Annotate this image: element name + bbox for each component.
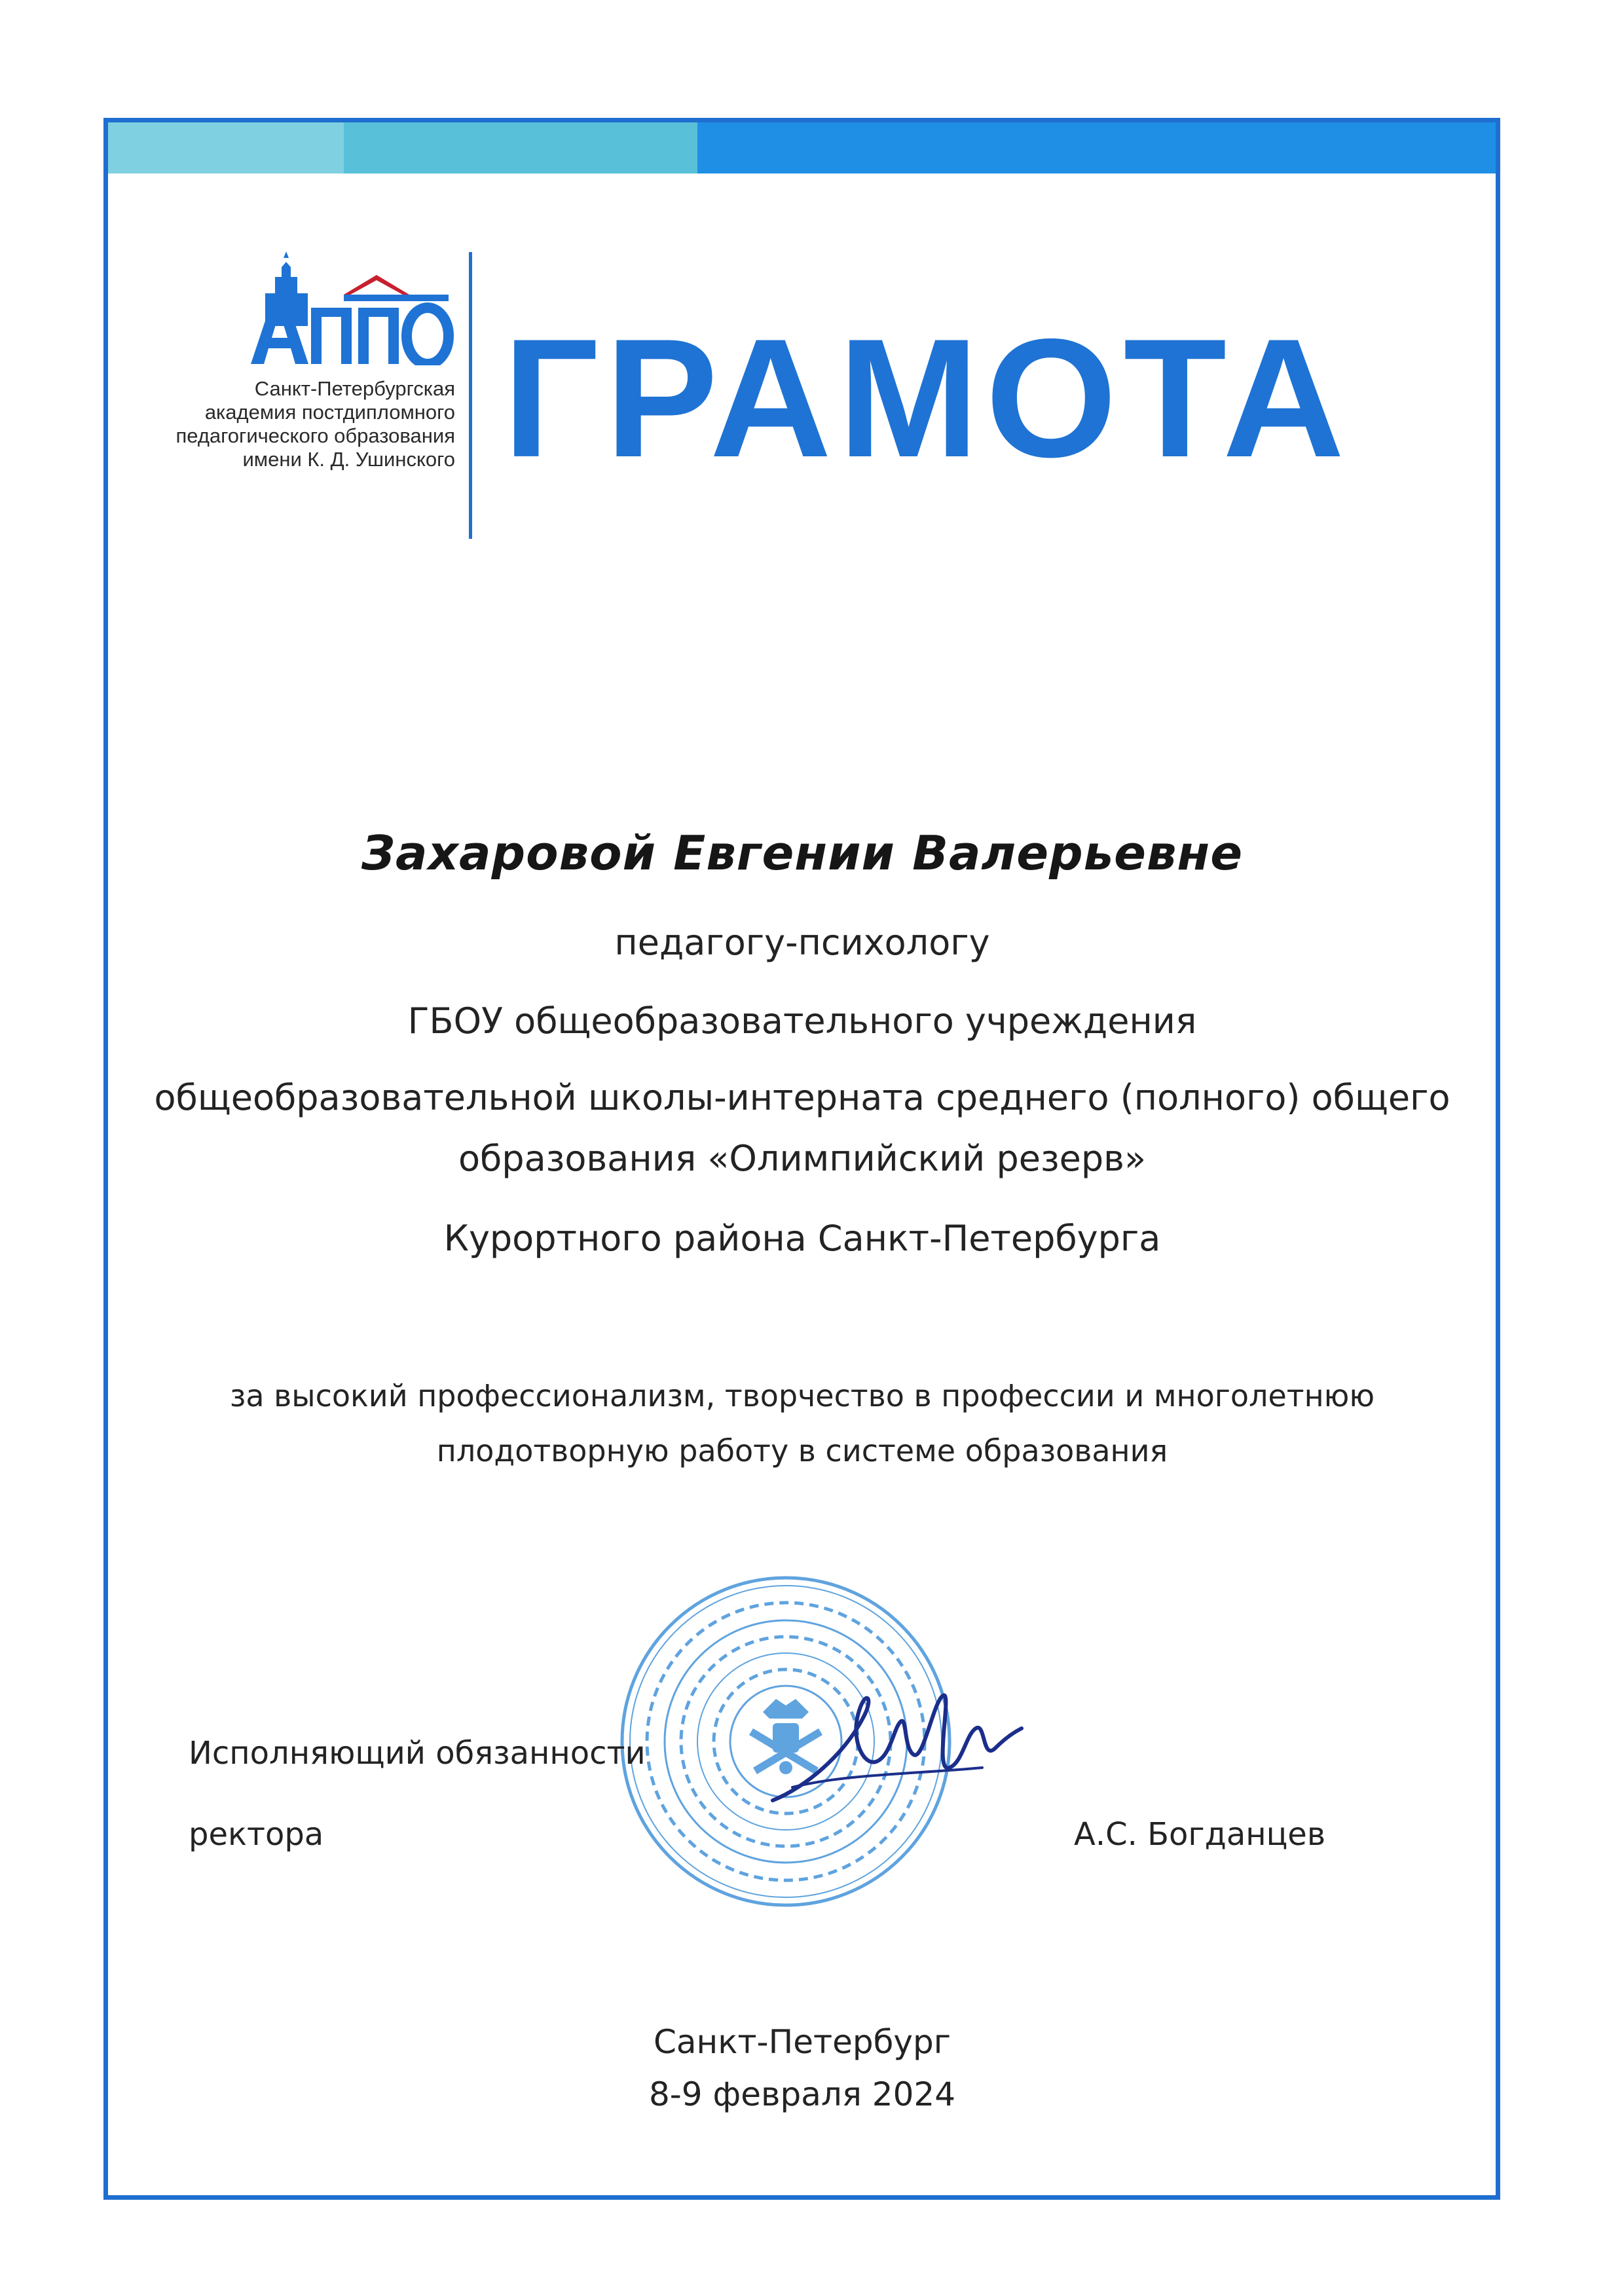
top-bar-segment-dark [697, 122, 1496, 173]
district-line: Курортного района Санкт-Петербурга [443, 1218, 1161, 1259]
organization-line: образования «Олимпийский резерв» [458, 1138, 1147, 1179]
logo-caption-line: имени К. Д. Ушинского [242, 448, 455, 471]
top-bar-segment-light [108, 122, 344, 173]
issue-city: Санкт-Петербург [653, 2023, 951, 2061]
decorative-top-bar [108, 122, 1496, 173]
issue-date: 8-9 февраля 2024 [648, 2075, 956, 2113]
top-bar-segment-mid [344, 122, 697, 173]
organization-line: ГБОУ общеобразовательного учреждения [407, 1000, 1197, 1042]
header-divider [469, 252, 472, 539]
reason-line: за высокий профессионализм, творчество в профессии и многолетнюю [229, 1378, 1375, 1413]
signature-icon [766, 1676, 1028, 1827]
document-title: ГРАМОТА [503, 303, 1352, 492]
reason-line: плодотворную работу в системе образования [436, 1433, 1168, 1468]
recipient-position: педагогу-психологу [614, 922, 990, 963]
recipient-name: Захаровой Евгении Валерьевне [361, 826, 1244, 881]
appo-logo-icon [246, 247, 455, 365]
signer-name: А.С. Богданцев [1074, 1816, 1326, 1853]
logo-caption-line: академия постдипломного [204, 401, 455, 424]
signer-role: ректора [189, 1816, 324, 1853]
logo-caption-line: педагогического образования [175, 424, 455, 447]
organization-line: общеобразовательной школы-интерната среднего (полного) общего [154, 1077, 1450, 1118]
logo-caption-line: Санкт-Петербургская [254, 377, 455, 400]
appo-logo [141, 247, 455, 470]
logo-caption [141, 377, 455, 471]
signer-role: Исполняющий обязанности [189, 1735, 646, 1772]
